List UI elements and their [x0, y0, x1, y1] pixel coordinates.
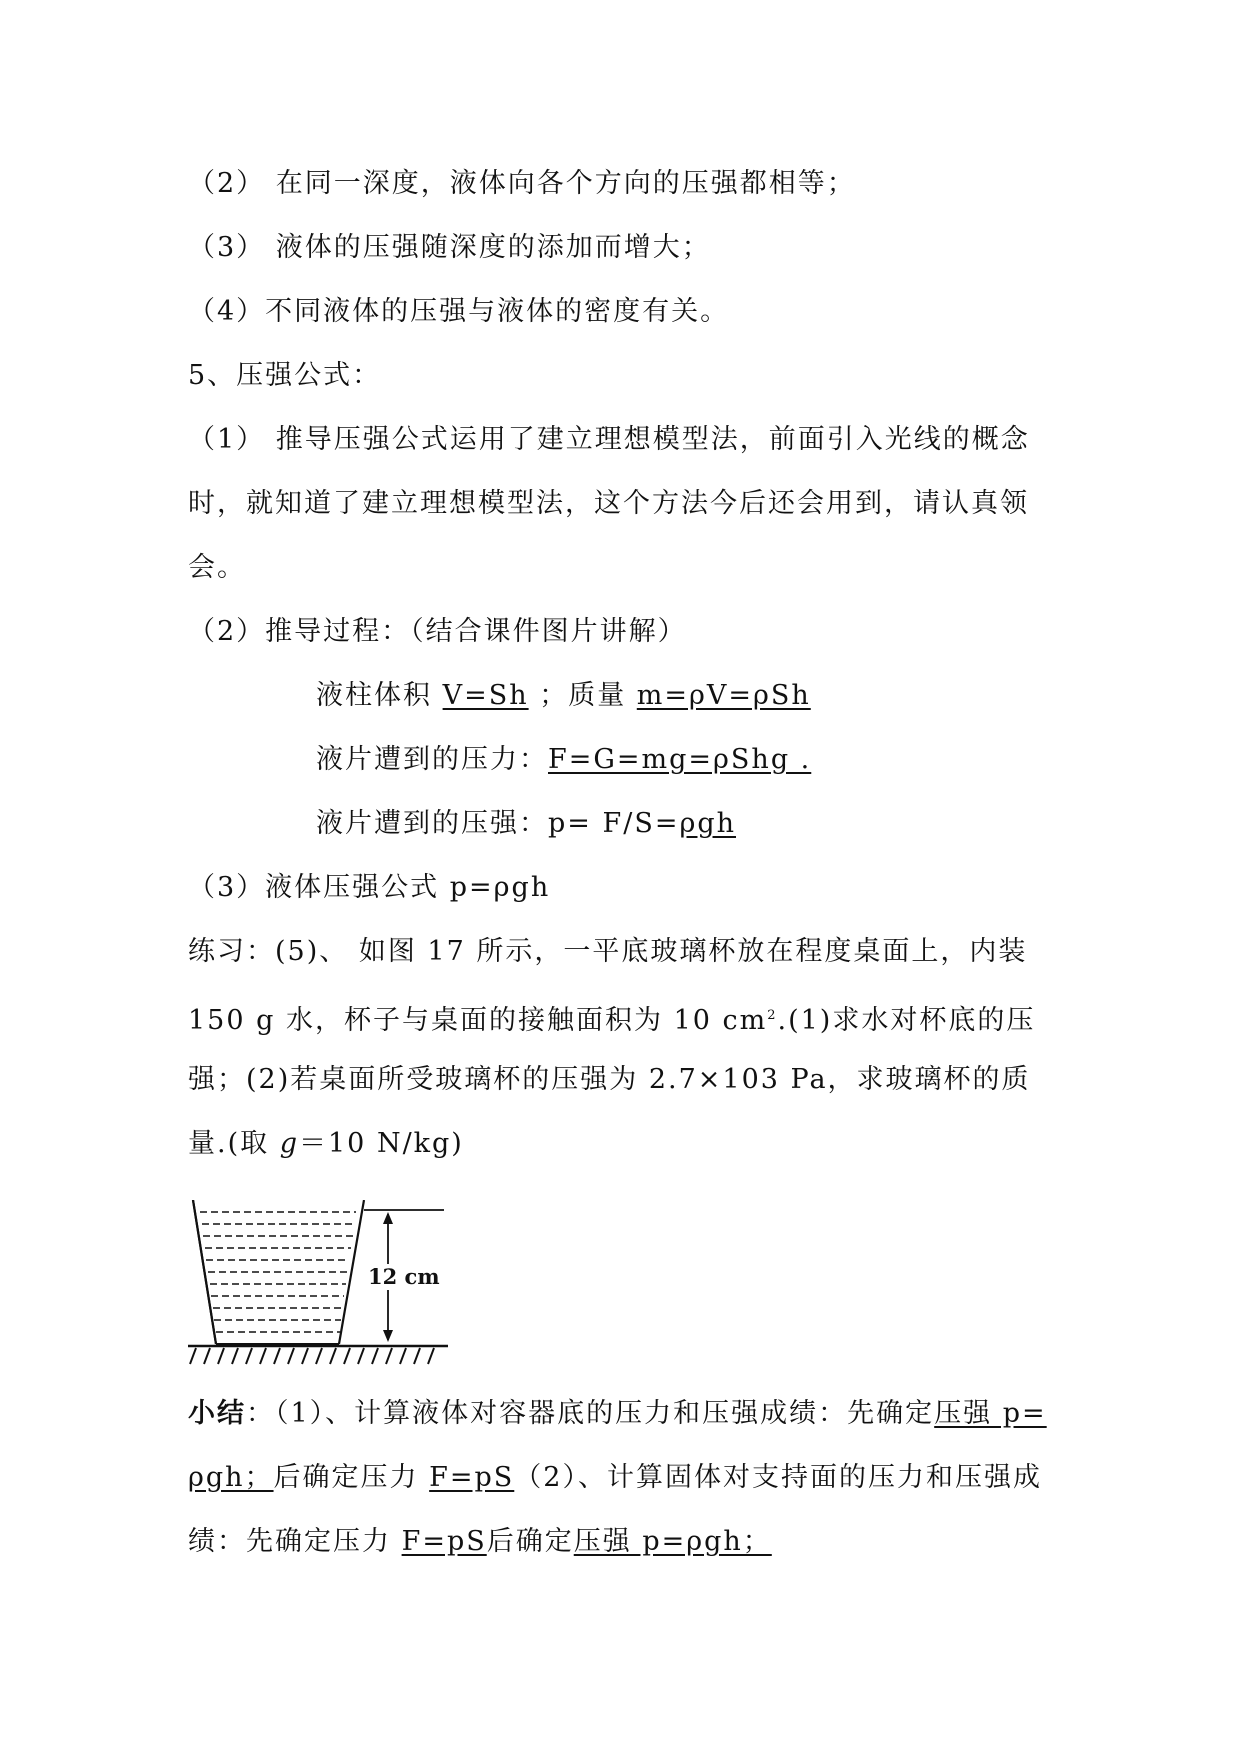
text: 150 g 水，杯子与桌面的接触面积为 10 cm	[188, 1005, 768, 1036]
text-line: 会。	[188, 552, 246, 583]
text: .(1)求水对杯底的压	[777, 1005, 1036, 1036]
answer: F=pS	[401, 1526, 487, 1557]
glass-figure	[188, 1200, 458, 1370]
text-line: （1） 推导压强公式运用了建立理想模型法，前面引入光线的概念	[188, 424, 1030, 455]
label: ；质量	[528, 680, 637, 711]
summary-line	[188, 1396, 1047, 1432]
table-hatching	[190, 1348, 434, 1364]
derivation-volume	[316, 678, 811, 714]
text: ：（1）、计算液体对容器底的压力和压强成绩：先确定	[246, 1398, 935, 1429]
summary-line	[188, 1524, 772, 1560]
text: 绩：先确定压力	[188, 1526, 402, 1557]
text-line: （3） 液体的压强随深度的添加而增大；	[188, 232, 711, 263]
exercise-line	[188, 1126, 464, 1162]
g-symbol: g	[279, 1128, 299, 1159]
derivation-force	[316, 742, 811, 778]
label: 液片遭到的压强：p= F/S=	[316, 808, 680, 839]
answer: 压强 p=ρgh；	[573, 1526, 772, 1557]
answer: F=G=mg=ρShg .	[548, 744, 812, 775]
text: 后确定压力	[273, 1462, 430, 1493]
formula-line: （3）液体压强公式 p=ρgh	[188, 872, 551, 903]
answer: ρgh；	[188, 1462, 274, 1493]
text-line: （4）不同液体的压强与液体的密度有关。	[188, 296, 730, 327]
label: 液片遭到的压力：	[316, 744, 548, 775]
summary-title: 小结	[188, 1398, 246, 1429]
arrow-down-icon	[383, 1330, 393, 1342]
text-line: （2）推导过程：（结合课件图片讲解）	[188, 616, 687, 647]
text-line: （2） 在同一深度，液体向各个方向的压强都相等；	[188, 168, 856, 199]
answer: m=ρV=ρSh	[636, 680, 811, 711]
superscript: 2	[767, 1008, 778, 1023]
summary-line	[188, 1460, 1042, 1496]
text: （2）、计算固体对支持面的压力和压强成	[514, 1462, 1042, 1493]
text: ＝10 N/kg)	[299, 1128, 464, 1159]
label: 液柱体积	[316, 680, 443, 711]
derivation-pressure	[316, 806, 736, 842]
text-line: 时，就知道了建立理想模型法，这个方法今后还会用到，请认真领	[188, 488, 1029, 519]
water-lines	[200, 1212, 356, 1332]
answer: F=pS	[429, 1462, 515, 1493]
exercise-line: 强；(2)若桌面所受玻璃杯的压强为 2.7×103 Pa，求玻璃杯的质	[188, 1064, 1031, 1095]
section-heading: 5、压强公式：	[188, 360, 382, 391]
answer: 压强 p=	[934, 1398, 1047, 1429]
text: 量.(取	[188, 1128, 280, 1159]
exercise-line: 练习：(5)、 如图 17 所示，一平底玻璃杯放在程度桌面上，内装	[188, 936, 1028, 967]
answer: ρgh	[679, 808, 736, 839]
arrow-up-icon	[383, 1212, 393, 1224]
answer: V=Sh	[442, 680, 529, 711]
height-label: 12 cm	[368, 1264, 440, 1289]
text: 后确定	[486, 1526, 574, 1557]
exercise-line	[188, 998, 1035, 1039]
